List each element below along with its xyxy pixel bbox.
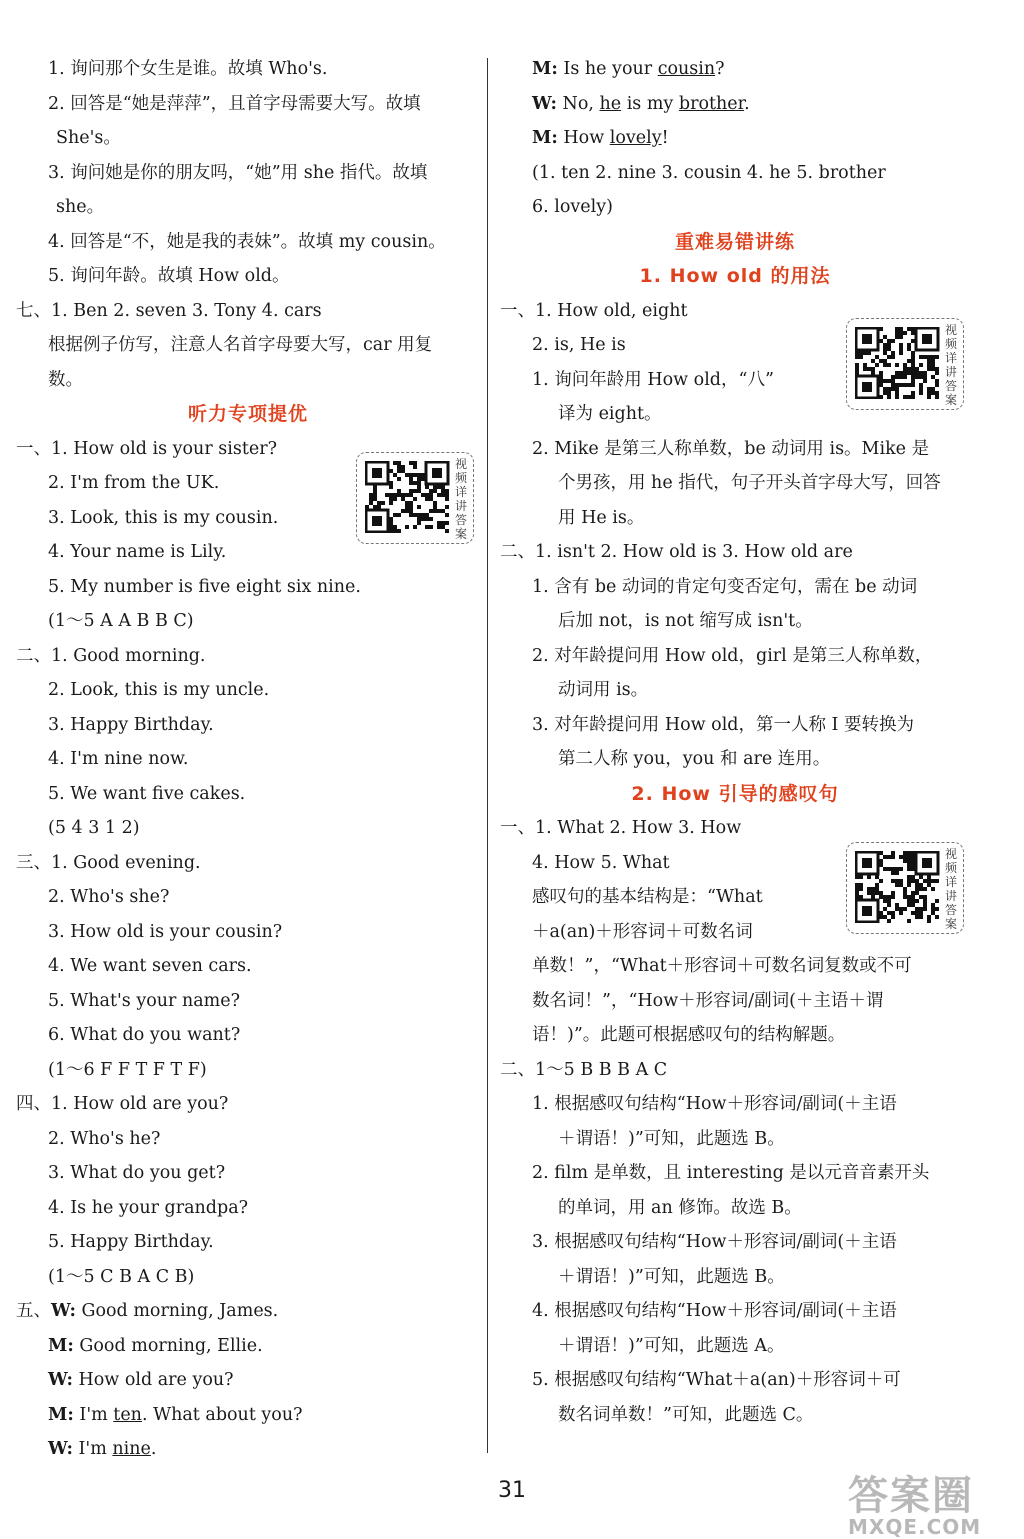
- speaker-label: M:: [48, 1335, 74, 1356]
- text-line: [500, 535, 970, 570]
- text-line: [16, 294, 480, 329]
- text-line: [16, 639, 480, 674]
- line-text: 5. Happy Birthday.: [48, 1232, 214, 1252]
- line-text: Is he your: [557, 59, 658, 79]
- answer-blank: he: [599, 93, 622, 114]
- right-column: [500, 52, 970, 1432]
- line-text: She's。: [56, 128, 121, 148]
- text-line: [500, 708, 970, 743]
- line-text: 3. 对年龄提问用 How old，第一人称 I 要转换为: [532, 714, 915, 735]
- line-text: .: [150, 1439, 157, 1459]
- line-text: (1～5 C B A C B): [48, 1266, 195, 1287]
- line-text: 5. We want five cakes.: [48, 783, 246, 804]
- answer-blank: cousin: [657, 59, 716, 79]
- text-line: [16, 1087, 480, 1122]
- text-line: [16, 742, 480, 777]
- line-text: . What about you?: [141, 1404, 303, 1425]
- line-text: 3. What do you get?: [48, 1163, 226, 1183]
- line-text: 后加 not，is not 缩写成 isn't。: [558, 611, 813, 631]
- text-line: [16, 673, 480, 708]
- line-text: 6. lovely): [532, 197, 613, 217]
- line-text: ＋谓语！)”可知，此题选 B。: [558, 1128, 785, 1149]
- watermark: [848, 1464, 1018, 1539]
- line-text: 用 He is。: [558, 507, 645, 528]
- line-text: 3. Look, this is my cousin.: [48, 507, 279, 528]
- speaker-label: W:: [51, 1301, 76, 1321]
- line-text: 4. 根据感叹句结构“How＋形容词/副词(＋主语: [532, 1301, 897, 1321]
- line-text: 4. I'm nine now.: [48, 749, 189, 769]
- qr-label: 视频详讲答案: [945, 847, 958, 931]
- text-line: [16, 1260, 480, 1295]
- line-text: ?: [715, 59, 725, 79]
- text-line: [500, 121, 970, 156]
- text-line: [500, 1398, 970, 1433]
- text-line: [16, 846, 480, 881]
- line-text: 4. How 5. What: [532, 852, 670, 873]
- qr-label: 视频详讲答案: [945, 323, 958, 407]
- speaker-label: M:: [532, 59, 558, 79]
- text-line: [16, 811, 480, 846]
- line-text: No,: [556, 93, 600, 114]
- line-text: (5 4 3 1 2): [48, 818, 140, 838]
- line-text: 5. What's your name?: [48, 990, 240, 1011]
- line-text: I'm: [73, 1404, 114, 1425]
- line-text: 2. 对年龄提问用 How old，girl 是第三人称单数，: [532, 645, 933, 666]
- section-heading: [500, 777, 970, 812]
- text-line: [500, 1018, 970, 1053]
- line-text: 2. Mike 是第三人称单数，be 动词用 is。Mike 是: [532, 438, 930, 459]
- line-text: is my: [621, 93, 679, 114]
- text-line: [16, 949, 480, 984]
- qr-code-icon: [365, 461, 451, 533]
- text-line: [500, 673, 970, 708]
- text-line: [16, 1363, 480, 1398]
- text-line: [16, 1294, 480, 1329]
- line-text: 二、1～5 B B B A C: [500, 1059, 668, 1080]
- speaker-label: M:: [48, 1404, 74, 1425]
- text-line: [16, 121, 480, 156]
- section-heading: [500, 225, 970, 260]
- line-text: Good morning, James.: [75, 1301, 279, 1321]
- line-text: 6. What do you want?: [48, 1025, 241, 1045]
- line-text: 2. Who's she?: [48, 887, 170, 907]
- answer-blank: brother: [678, 93, 745, 114]
- text-line: [16, 87, 480, 122]
- text-line: [16, 1053, 480, 1088]
- speaker-label: W:: [48, 1370, 73, 1390]
- text-line: [16, 156, 480, 191]
- text-line: [16, 1225, 480, 1260]
- line-text: 四、1. How old are you?: [16, 1094, 229, 1114]
- line-text: ＋谓语！)”可知，此题选 A。: [558, 1335, 785, 1356]
- speaker-label: W:: [48, 1439, 73, 1459]
- line-text: 听力专项提优: [187, 403, 308, 425]
- text-line: [500, 811, 970, 846]
- line-text: 个男孩，用 he 指代，句子开头首字母大写，回答: [558, 473, 941, 493]
- text-line: [16, 259, 480, 294]
- line-text: 1. 询问那个女生是谁。故填 Who's.: [48, 59, 328, 79]
- column-divider: [487, 58, 488, 1453]
- line-text: 2. How 引导的感叹句: [631, 782, 839, 805]
- line-text: 1. 询问年龄用 How old，“八”: [532, 369, 774, 390]
- text-line: [500, 1294, 970, 1329]
- line-text: 译为 eight。: [558, 404, 662, 424]
- line-text: 七、1. Ben 2. seven 3. Tony 4. cars: [16, 300, 322, 321]
- text-line: [500, 1156, 970, 1191]
- text-line: [500, 1225, 970, 1260]
- line-text: 二、1. isn't 2. How old is 3. How old are: [500, 542, 853, 562]
- line-text: 4. 回答是“不，她是我的表妹”。故填 my cousin。: [48, 231, 446, 252]
- text-line: [500, 1087, 970, 1122]
- text-line: [500, 1329, 970, 1364]
- line-text: 1. How old 的用法: [639, 265, 831, 287]
- text-line: [16, 915, 480, 950]
- qr-code-icon: [855, 327, 941, 399]
- line-text: 5. 根据感叹句结构“What＋a(an)＋形容词＋可: [532, 1370, 901, 1390]
- text-line: [500, 604, 970, 639]
- qr-label: 视频详讲答案: [455, 457, 468, 541]
- line-text: 数名词！”，“How＋形容词/副词(＋主语＋谓: [532, 990, 884, 1011]
- line-text: 一、1. How old is your sister?: [16, 438, 277, 459]
- text-line: [500, 1260, 970, 1295]
- text-line: [16, 1191, 480, 1226]
- line-text: 数。: [48, 369, 83, 390]
- line-text: ＋a(an)＋形容词＋可数名词: [532, 921, 753, 942]
- qr-code-2[interactable]: [846, 318, 964, 410]
- line-text: (1～6 F F T F T F): [48, 1059, 207, 1080]
- text-line: [500, 466, 970, 501]
- line-text: 1. 根据感叹句结构“How＋形容词/副词(＋主语: [532, 1094, 897, 1114]
- text-line: [500, 1122, 970, 1157]
- section-heading: [500, 259, 970, 294]
- line-text: 4. We want seven cars.: [48, 956, 252, 976]
- text-line: [500, 190, 970, 225]
- text-line: [500, 1053, 970, 1088]
- line-text: 2. 回答是“她是萍萍”，且首字母需要大写。故填: [48, 93, 421, 114]
- line-text: Good morning, Ellie.: [73, 1335, 263, 1356]
- line-text: (1. ten 2. nine 3. cousin 4. he 5. brother: [532, 162, 886, 183]
- text-line: [500, 949, 970, 984]
- line-text: How: [557, 128, 610, 148]
- page-number: 31: [498, 1478, 526, 1503]
- line-text: 2. Who's he?: [48, 1128, 161, 1149]
- line-text: 3. 询问她是你的朋友吗，“她”用 she 指代。故填: [48, 162, 428, 183]
- text-line: [16, 777, 480, 812]
- text-line: [500, 570, 970, 605]
- text-line: [500, 1363, 970, 1398]
- line-text: (1～5 A A B B C): [48, 611, 194, 631]
- qr-code-icon: [855, 851, 941, 923]
- line-text: 数名词单数！”可知，此题选 C。: [558, 1404, 814, 1425]
- line-text: 的单词，用 an 修饰。故选 B。: [558, 1197, 802, 1218]
- speaker-label: M:: [532, 128, 558, 148]
- answer-blank: nine: [112, 1439, 151, 1459]
- line-text: 语！)”。此题可根据感叹句的结构解题。: [532, 1025, 846, 1045]
- watermark-top: 答案圈: [848, 1473, 974, 1519]
- line-text: 2. is, He is: [532, 335, 626, 355]
- line-text: 2. I'm from the UK.: [48, 473, 220, 493]
- line-text: 一、1. How old, eight: [500, 300, 688, 321]
- text-line: [500, 639, 970, 674]
- text-line: [16, 1398, 480, 1433]
- section-number: 五、: [16, 1301, 51, 1321]
- line-text: 动词用 is。: [558, 680, 649, 700]
- line-text: 4. Is he your grandpa?: [48, 1197, 249, 1218]
- text-line: [16, 52, 480, 87]
- text-line: [16, 1156, 480, 1191]
- text-line: [16, 570, 480, 605]
- text-line: [500, 984, 970, 1019]
- line-text: I'm: [72, 1439, 113, 1459]
- text-line: [16, 1432, 480, 1467]
- text-line: [16, 1018, 480, 1053]
- speaker-label: W:: [532, 93, 557, 114]
- text-line: [16, 1122, 480, 1157]
- line-text: .: [744, 93, 750, 114]
- text-line: [500, 87, 970, 122]
- line-text: ＋谓语！)”可知，此题选 B。: [558, 1266, 785, 1287]
- line-text: 2. film 是单数，且 interesting 是以元音音素开头: [532, 1163, 930, 1183]
- line-text: 二、1. Good morning.: [16, 645, 206, 666]
- left-column: [16, 52, 480, 1467]
- text-line: [16, 984, 480, 1019]
- line-text: 3. Happy Birthday.: [48, 714, 214, 735]
- line-text: 5. My number is five eight six nine.: [48, 576, 361, 597]
- line-text: 三、1. Good evening.: [16, 852, 201, 873]
- text-line: [500, 742, 970, 777]
- text-line: [500, 156, 970, 191]
- section-heading: [16, 397, 480, 432]
- qr-code-1[interactable]: [356, 452, 474, 544]
- text-line: [500, 501, 970, 536]
- text-line: [500, 52, 970, 87]
- line-text: 4. Your name is Lily.: [48, 542, 227, 562]
- text-line: [500, 432, 970, 467]
- text-line: [16, 190, 480, 225]
- answer-blank: ten: [113, 1404, 142, 1425]
- line-text: 第二人称 you，you 和 are 连用。: [558, 749, 831, 769]
- watermark-bottom: MXQE.COM: [848, 1515, 982, 1539]
- text-line: [16, 880, 480, 915]
- line-text: 3. How old is your cousin?: [48, 921, 283, 942]
- text-line: [16, 363, 480, 398]
- answer-blank: lovely: [609, 128, 662, 148]
- line-text: 感叹句的基本结构是：“What: [532, 887, 763, 907]
- text-line: [16, 225, 480, 260]
- line-text: 一、1. What 2. How 3. How: [500, 818, 742, 838]
- line-text: 5. 询问年龄。故填 How old。: [48, 266, 290, 286]
- line-text: 3. 根据感叹句结构“How＋形容词/副词(＋主语: [532, 1232, 897, 1252]
- line-text: 根据例子仿写，注意人名首字母要大写，car 用复: [48, 335, 433, 355]
- text-line: [16, 328, 480, 363]
- text-line: [16, 1329, 480, 1364]
- text-line: [16, 604, 480, 639]
- text-line: [500, 1191, 970, 1226]
- text-line: [16, 708, 480, 743]
- line-text: 2. Look, this is my uncle.: [48, 680, 270, 700]
- line-text: 重难易错讲练: [674, 230, 795, 253]
- line-text: !: [661, 128, 669, 148]
- line-text: 单数！”，“What＋形容词＋可数名词复数或不可: [532, 956, 912, 976]
- line-text: 1. 含有 be 动词的肯定句变否定句，需在 be 动词: [532, 576, 918, 597]
- line-text: How old are you?: [72, 1370, 234, 1390]
- qr-code-3[interactable]: [846, 842, 964, 934]
- line-text: she。: [56, 197, 105, 217]
